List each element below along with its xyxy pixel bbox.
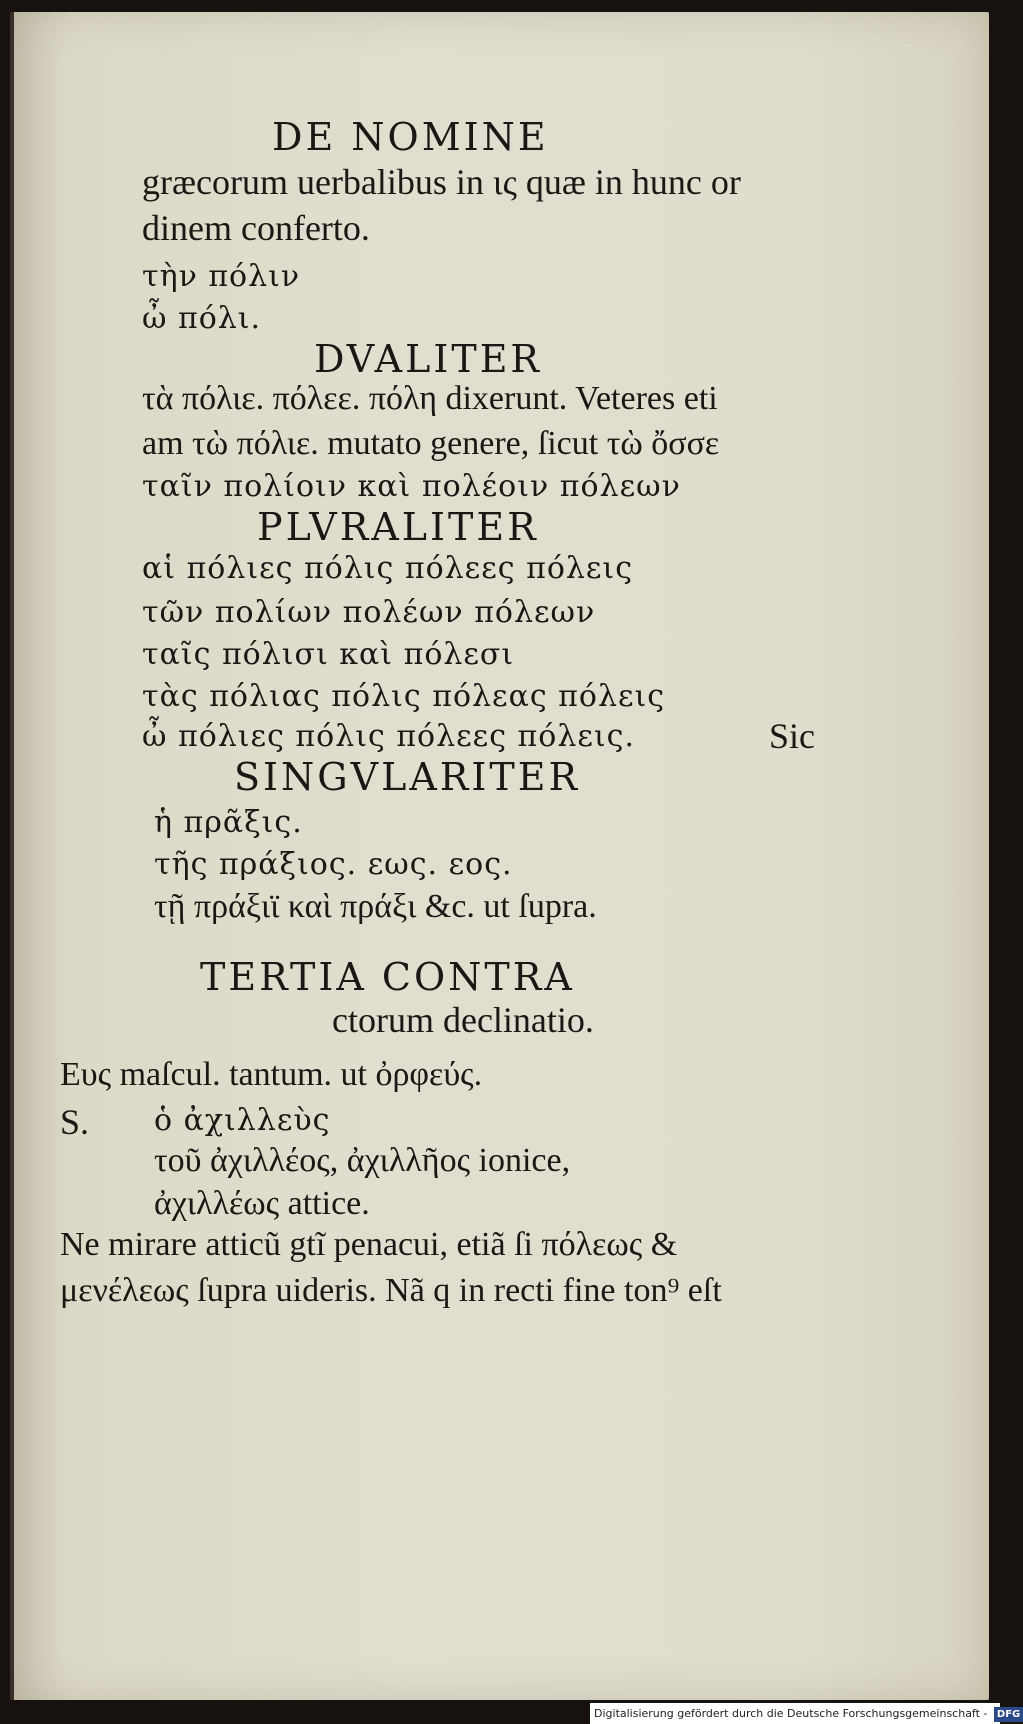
digitization-credit (590, 1703, 1021, 1724)
text-line: ctorum declinatio. (332, 1000, 594, 1040)
greek-line: ἡ πρᾶξις. (154, 805, 303, 840)
text-line: τῇ πράξιϊ καὶ πράξι &c. ut ſupra. (154, 888, 597, 925)
heading-de-nomine: DE NOMINE (272, 115, 549, 159)
text-line: τὰ πόλιε. πόλεε. πόλη dixerunt. Veteres eti (142, 380, 718, 417)
greek-line: ταῖν πολίοιν καὶ πολέοιν πόλεων (142, 469, 681, 504)
heading-dualiter: DVALITER (314, 337, 543, 381)
text-line: Ne mirare atticũ gtĩ penacui, etiã ſi πόλεως & (60, 1226, 678, 1263)
greek-line: αἱ πόλιες πόλις πόλεες πόλεις (142, 551, 633, 586)
greek-line: τῶν πολίων πολέων πόλεων (142, 595, 596, 630)
text-line: am τὼ πόλιε. mutato genere, ſicut τὼ ὄσσε (142, 425, 720, 462)
greek-line: ὦ πόλιες πόλις πόλεες πόλεις. (142, 719, 635, 754)
heading-singulariter: SINGVLARITER (234, 755, 581, 799)
text-line: S. (60, 1102, 90, 1142)
heading-tertia-contra: TERTIA CONTRA (200, 955, 575, 999)
text-line: Ευς maſcul. tantum. ut ὀρφεύς. (60, 1056, 483, 1093)
heading-pluraliter: PLVRALITER (257, 505, 539, 549)
greek-line: ὁ ἀχιλλεὺς (154, 1103, 331, 1138)
text-line: ἀχιλλέως attice. (154, 1185, 370, 1222)
greek-line: τὰς πόλιας πόλις πόλεας πόλεις (142, 679, 666, 714)
text-line: μενέλεως ſupra uideris. Nã q in recti fine ton⁹ eſt (60, 1272, 722, 1309)
text-line: græcorum uerbalibus in ις quæ in hunc or (142, 162, 741, 202)
greek-line: ταῖς πόλισι καὶ πόλεσι (142, 637, 515, 672)
catchword-sic: Sic (769, 716, 816, 756)
greek-line: τὴν πόλιν (142, 259, 301, 294)
greek-line: ὦ πόλι. (142, 301, 262, 336)
dfg-logo-icon: DFG (994, 1707, 1023, 1722)
book-page (10, 12, 989, 1700)
credit-text: Digitalisierung gefördert durch die Deutsche Forschungsgemeinschaft - (594, 1707, 988, 1720)
text-line: dinem conferto. (142, 208, 370, 248)
greek-line: τῆς πράξιος. εως. εος. (154, 847, 513, 882)
text-line: τοῦ ἀχιλλέος, ἀχιλλῆος ionice, (154, 1142, 571, 1179)
